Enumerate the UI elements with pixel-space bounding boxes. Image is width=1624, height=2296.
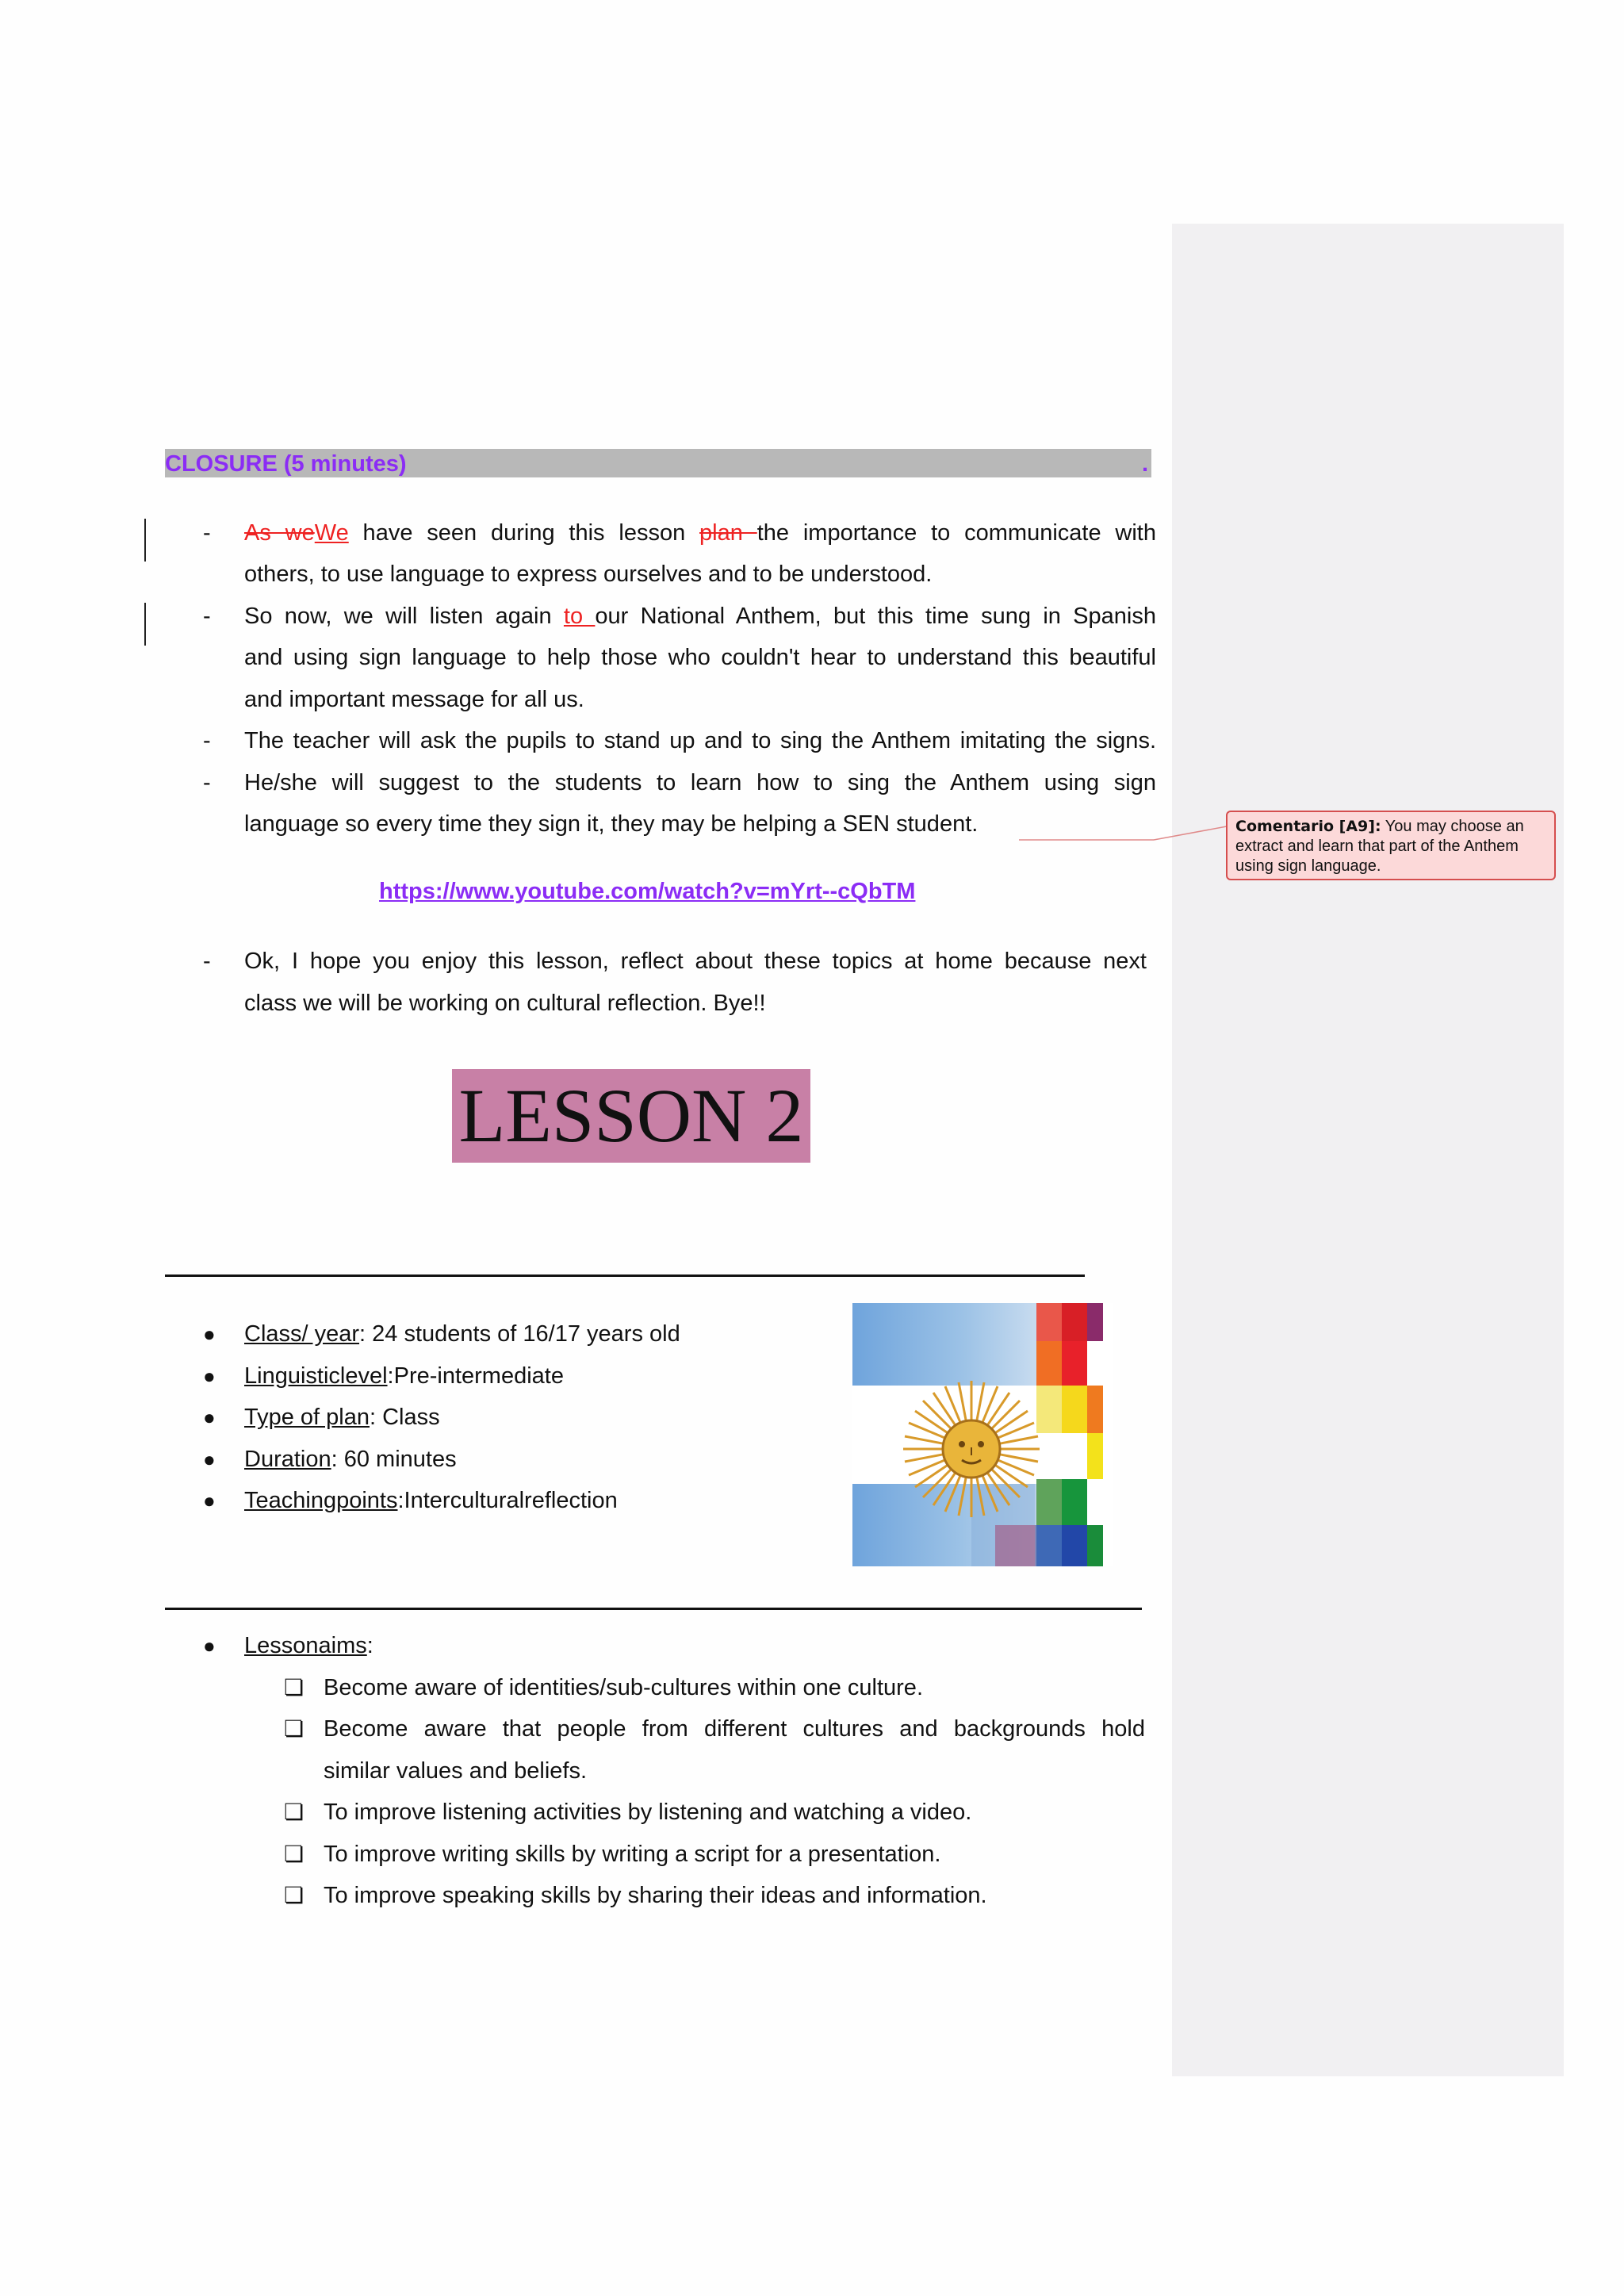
closure-item-2-line-2: and using sign language to help those who couldn't hear to understand this beautiful [244,645,1156,670]
comment-text: You may choose an extract and learn that part of the Anthem using sign language. [1235,818,1524,875]
text: the importance to communicate with [756,520,1156,546]
comment-connector [1019,825,1227,841]
horizontal-rule [165,1608,1142,1610]
aim-item: Become aware that people from different cultures and backgrounds hold [324,1716,1145,1742]
deleted-text: plan [699,520,757,546]
detail-label: Class/ year [244,1321,360,1347]
change-bar [144,603,146,646]
detail-teaching-points [244,1487,618,1514]
closure-item-1-line-2: others, to use language to express ourselves and to be understood. [244,562,933,587]
closure-item-2-line-1 [244,603,1156,630]
bullet-icon: ● [203,1322,216,1346]
inserted-text: We [314,520,349,546]
closure-item-5-line-1: Ok, I hope you enjoy this lesson, reflect about these topics at home because next [244,949,1147,974]
bullet-icon: ● [203,1634,216,1658]
detail-linguistic-level [244,1363,564,1389]
aim-item: Become aware of identities/sub-cultures within one culture. [324,1675,923,1700]
bullet-icon: ● [203,1405,216,1429]
checkbox-bullet-icon: ❏ [284,1675,304,1700]
dash-bullet: - [203,728,211,753]
detail-type-of-plan [244,1404,440,1431]
detail-label: Type of plan [244,1405,370,1430]
closure-item-2-line-3: and important message for all us. [244,687,584,712]
closure-item-4-line-2: language so every time they sign it, they may be helping a SEN student. [244,811,979,837]
closure-item-4-line-1: He/she will suggest to the students to learn how to sing the Anthem using sign [244,770,1156,795]
comment-label: Comentario [A9]: [1235,818,1381,835]
aim-item: To improve writing skills by writing a script for a presentation. [324,1842,941,1867]
lesson-aims-label: Lessonaims [244,1633,367,1658]
detail-value: : 24 students of 16/17 years old [359,1321,680,1347]
aim-item: To improve listening activities by listening and watching a video. [324,1800,972,1825]
detail-value: :Interculturalreflection [397,1488,618,1513]
dash-bullet: - [203,949,211,974]
checkbox-bullet-icon: ❏ [284,1800,304,1824]
closure-item-5-line-2: class we will be working on cultural reflection. Bye!! [244,991,766,1016]
comment-pane [1172,224,1564,2076]
dash-bullet: - [203,520,211,546]
video-link[interactable]: https://www.youtube.com/watch?v=mYrt--cQbTM [379,879,916,904]
lesson-aims-heading [244,1632,373,1659]
comment-balloon[interactable] [1226,811,1556,880]
detail-class-year [244,1320,680,1347]
detail-value: : Class [370,1405,440,1430]
closure-item-1-line-1 [244,519,1156,546]
text: have seen during this lesson [348,520,700,546]
lesson-2-title: LESSON 2 [452,1069,810,1163]
change-bar [144,519,146,562]
detail-value: :Pre-intermediate [387,1363,564,1389]
closure-heading: CLOSURE (5 minutes) [165,451,407,477]
dash-bullet: - [203,604,211,629]
closure-item-3: The teacher will ask the pupils to stand up and to sing the Anthem imitating the signs. [244,728,1156,753]
inserted-text: to [563,604,596,629]
bullet-icon: ● [203,1489,216,1512]
aim-item: To improve speaking skills by sharing their ideas and information. [324,1883,987,1908]
detail-label: Teachingpoints [244,1488,398,1513]
detail-duration [244,1446,457,1473]
argentina-wiphala-flag-image [852,1303,1113,1566]
horizontal-rule [165,1274,1085,1277]
detail-label: Linguisticlevel [244,1363,388,1389]
aim-item-continued: similar values and beliefs. [324,1758,588,1784]
text: So now, we will listen again [244,604,564,629]
dash-bullet: - [203,770,211,795]
lesson-aims-colon: : [366,1633,373,1658]
detail-value: : 60 minutes [331,1447,457,1472]
checkbox-bullet-icon: ❏ [284,1883,304,1907]
deleted-text: As we [244,520,315,546]
text: our National Anthem, but this time sung in Spanish [595,604,1156,629]
bullet-icon: ● [203,1364,216,1388]
closure-heading-dot: . [1142,451,1149,477]
bullet-icon: ● [203,1447,216,1471]
checkbox-bullet-icon: ❏ [284,1842,304,1866]
detail-label: Duration [244,1447,331,1472]
checkbox-bullet-icon: ❏ [284,1716,304,1741]
